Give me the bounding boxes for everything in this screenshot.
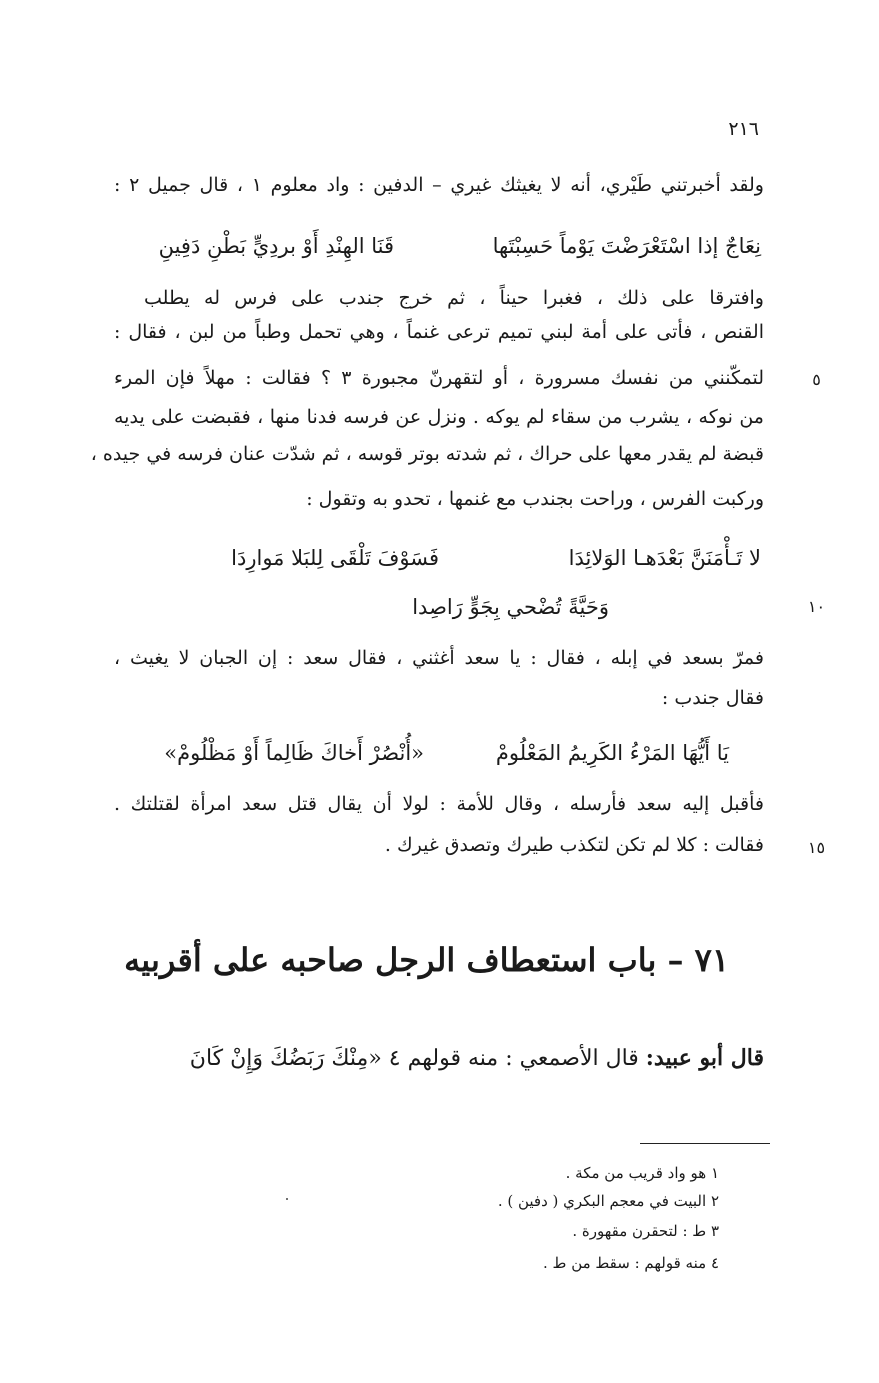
section-lead-label: قال أبو عبيد: (645, 1045, 764, 1071)
text-line-p6: وركبت الفرس ، وراحت بجندب مع غنمها ، تحدو به وتقول : (306, 488, 764, 510)
text-line-p10: فقالت : كلا لم تكن لتكذب طيرك وتصدق غيرك . (384, 834, 764, 856)
verse-1-first-hemistich: نِعَاجٌ إذا اسْتَعْرَضْتَ يَوْماً حَسِبْتَها (492, 234, 761, 258)
margin-line-number-10: ١٠ (807, 597, 826, 616)
text-line-p9: فأقبل إليه سعد فأرسله ، وقال للأمة : لولا أن يقال قتل سعد امرأة لقتلتك . (114, 793, 764, 815)
text-line-p8: فقال جندب : (661, 687, 764, 709)
text-line-p2: القنص ، فأتى على أمة لبني تميم ترعى غنماً ، وهي تحمل وطباً من لبن ، فقال : (114, 321, 764, 343)
text-line-p5: قبضة لم يقدر معها على حراك ، ثم شدته بوتر قوسه ، ثم شدّت عنان فرسه في جيده ، (90, 443, 764, 465)
text-line-p3: لتمكّنني من نفسك مسرورة ، أو لتقهرنّ مجبورة ٣ ؟ فقالت : مهلاً فإن المرء (114, 367, 765, 389)
footnote-2: ٢ البيت في معجم البكري ( دفين ) . (497, 1192, 719, 1210)
section-first-line (190, 1040, 764, 1077)
section-first-line-text: قال الأصمعي : منه قولهم ٤ «مِنْكَ رَبَضُكَ وَإِنْ كَانَ (189, 1046, 646, 1071)
margin-line-number-5: ٥ (812, 370, 821, 389)
page-number: ٢١٦ (728, 118, 759, 140)
footnote-rule (640, 1143, 770, 1144)
footnote-4: ٤ منه قولهم : سقط من ط . (543, 1254, 719, 1272)
section-heading: ٧١ – باب استعطاف الرجل صاحبه على أقربيه (124, 941, 729, 979)
text-line-p7: فمرّ بسعد في إبله ، فقال : يا سعد أغثني ، فقال سعد : إن الجبان لا يغيث ، (114, 647, 764, 669)
text-line-p4: من نوكه ، يشرب من سقاء لم يوكه . ونزل عن فرسه فدنا منها ، فقبضت على يديه (114, 406, 764, 428)
text-line-p1: وافترقا على ذلك ، فغبرا حيناً ، ثم خرج جندب على فرس له يطلب (144, 287, 764, 309)
margin-line-number-15: ١٥ (807, 838, 826, 857)
verse-1-second-hemistich: قَنَا الهِنْدِ أَوْ بردِيٍّ بَطْنِ دَفِينِ (158, 234, 394, 258)
footnote-3: ٣ ط : لتحقرن مقهورة . (572, 1222, 719, 1240)
verse-2-first-hemistich: لا تَـأْمَنَنَّ بَعْدَهـا الوَلائِدَا (568, 546, 761, 570)
verse-2-third-hemistich: وَحَيَّةً تُضْحي بِجَوٍّ رَاصِدا (412, 595, 609, 619)
print-speck (286, 1198, 288, 1200)
verse-3-second-hemistich: «أُنْصُرْ أَخاكَ ظَالِماً أَوْ مَظْلُومْ» (164, 741, 424, 765)
footnote-1: ١ هو واد قريب من مكة . (565, 1164, 719, 1182)
verse-2-second-hemistich: فَسَوْفَ تَلْقَى لِلبَلا مَوارِدَا (231, 546, 439, 570)
text-line-1: ولقد أخبرتني طَيْري، أنه لا يغيثك غيري – الدفين : واد معلوم ١ ، قال جميل ٢ : (114, 174, 764, 196)
verse-3-first-hemistich: يَا أَيُّهَا المَرْءُ الكَرِيمُ المَعْلُومْ (495, 741, 729, 765)
